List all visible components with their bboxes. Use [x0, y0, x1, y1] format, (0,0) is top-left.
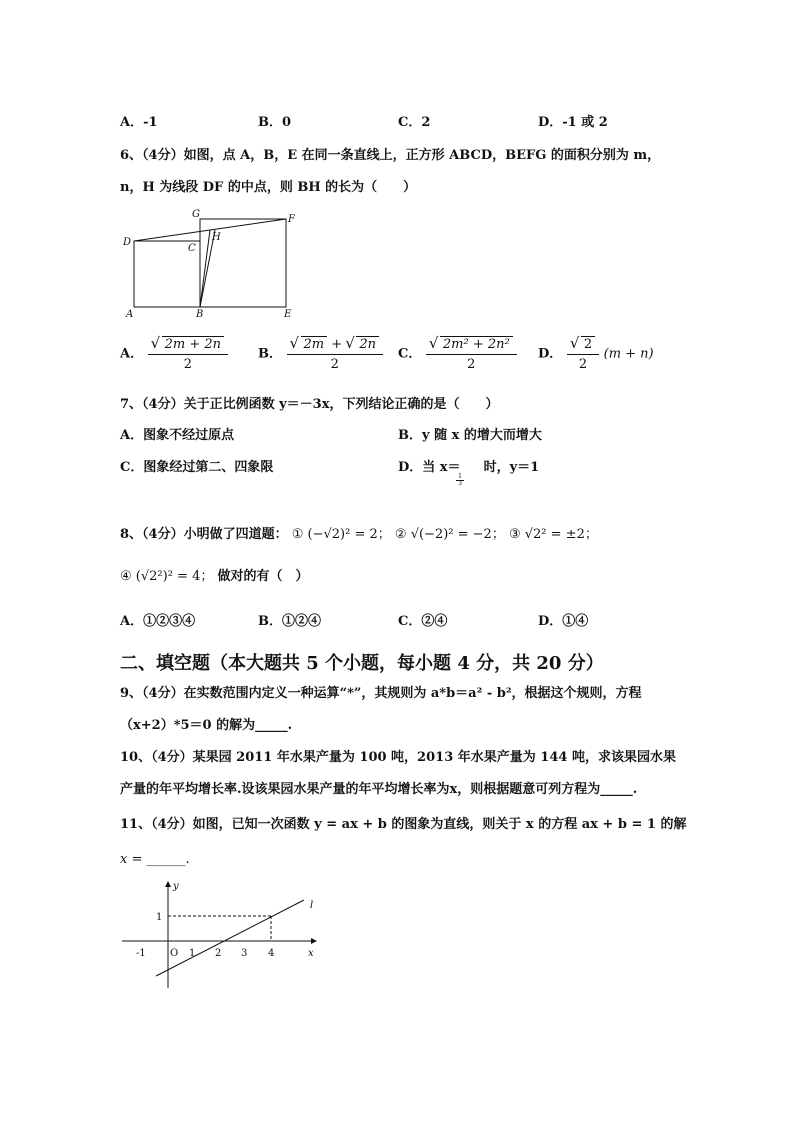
label-h: H — [212, 232, 221, 243]
q11-line1: 11、（4分）如图，已知一次函数 y = ax + b 的图象为直线，则关于 x 的方程 ax + b = 1 的解 — [120, 817, 687, 832]
q11-graph — [118, 878, 328, 998]
q6-option-c-fraction — [426, 336, 517, 372]
q10-line2: 产量的年平均增长率.设该果园水果产量的年平均增长率为x，则根据题意可列方程为_____. — [120, 782, 638, 797]
q6-stem-line2: n，H 为线段 DF 的中点，则 BH 的长为（ ） — [120, 180, 417, 195]
q6-option-a-numerator: √ 2m + 2n — [162, 336, 224, 352]
label-d: D — [123, 237, 132, 248]
segment-bh — [200, 230, 210, 307]
q6-option-d-numerator: √ 2 — [581, 336, 595, 352]
q8-item-1: ① (−√2)² = 2； — [291, 527, 391, 542]
tick-3: 3 — [241, 948, 248, 959]
q6-option-c-numerator: √ 2m² + 2n² — [440, 336, 513, 352]
section-2-heading: 二、填空题（本大题共 5 个小题，每小题 4 分，共 20 分） — [120, 653, 604, 674]
q6-option-d-tail: (m + n) — [603, 346, 654, 362]
q6-figure — [120, 205, 320, 320]
q7-option-b: B．y 随 x 的增大而增大 — [398, 428, 542, 443]
q7-stem: 7、（4分）关于正比例函数 y＝－3x，下列结论正确的是（ ） — [120, 397, 499, 412]
tick-4: 4 — [268, 948, 275, 959]
label-y: y — [173, 881, 179, 892]
q6-stem-line1: 6、（4分）如图，点 A，B，E 在同一条直线上，正方形 ABCD，BEFG 的面积分别为 m， — [120, 148, 661, 163]
label-origin: O — [170, 948, 179, 959]
q10-line1: 10、（4分）某果园 2011 年水果产量为 100 吨，2013 年水果产量为 144 吨，求该果园水果 — [120, 750, 676, 765]
q9-line2: （x+2）*5＝0 的解为_____. — [120, 718, 293, 733]
q7-option-a: A．图象不经过原点 — [120, 428, 235, 443]
q6-option-a-fraction — [148, 336, 228, 372]
q8-line1 — [120, 528, 598, 541]
q5-option-a: A．-1 — [120, 115, 158, 130]
q7-fraction-denominator: 3 — [458, 480, 462, 487]
q7-fraction-numerator: 1 — [456, 474, 464, 481]
q6-option-d-label: D． — [538, 346, 563, 362]
label-c: C — [188, 243, 196, 254]
q6-option-b-denominator: 2 — [330, 357, 339, 372]
q6-option-b-plus: + — [331, 337, 343, 352]
q5-option-b: B．0 — [258, 115, 292, 130]
q11-line2: x = ______. — [120, 852, 190, 867]
q6-option-a — [120, 336, 228, 372]
tick-2: 2 — [215, 948, 222, 959]
label-y-1: 1 — [156, 912, 163, 923]
q6-option-d-denominator: 2 — [578, 357, 588, 372]
q6-option-a-denominator: 2 — [183, 357, 192, 372]
q7-option-c: C．图象经过第二、四象限 — [120, 460, 274, 475]
q5-option-c: C．2 — [398, 115, 431, 130]
q6-option-d-fraction — [567, 336, 599, 372]
q9-line1: 9、（4分）在实数范围内定义一种运算“*”，其规则为 a*b＝a² - b²，根据这个规则，方程 — [120, 686, 642, 701]
q6-option-b — [258, 336, 383, 372]
q6-option-b-numerator-1: √ 2m — [301, 336, 328, 352]
q8-line2 — [120, 570, 309, 583]
label-x: x — [308, 948, 314, 959]
q8-option-c: C．②④ — [398, 614, 448, 629]
q6-option-a-label: A． — [120, 346, 144, 362]
label-e: E — [284, 309, 292, 320]
q7-option-d-fraction — [456, 474, 464, 487]
q7-option-d — [398, 461, 539, 474]
label-a: A — [126, 309, 134, 320]
q8-option-b: B．①②④ — [258, 614, 321, 629]
q6-option-c-denominator: 2 — [467, 357, 476, 372]
q6-option-c-label: C． — [398, 346, 422, 362]
q8-item-4: ④ (√2²)² = 4； — [120, 569, 214, 584]
q8-item-2: ② √(−2)² = −2； — [394, 527, 505, 542]
q5-option-d: D．-1 或 2 — [538, 115, 608, 130]
tick-neg1: -1 — [136, 948, 146, 959]
q8-item-3: ③ √2² = ±2； — [508, 527, 598, 542]
line-l — [156, 900, 304, 976]
q6-option-c — [398, 336, 517, 372]
q7-option-d-post: 时，y＝1 — [483, 460, 540, 475]
q6-option-b-label: B． — [258, 346, 282, 362]
q8-option-a: A．①②③④ — [120, 614, 196, 629]
label-b: B — [196, 309, 204, 320]
q6-option-b-numerator-2: √ 2n — [356, 336, 379, 352]
label-g: G — [192, 209, 200, 220]
label-f: F — [288, 214, 295, 225]
q6-option-d — [538, 336, 654, 372]
tick-1: 1 — [189, 948, 196, 959]
label-l: l — [310, 900, 314, 911]
q8-option-d: D．①④ — [538, 614, 589, 629]
q8-stem-pre: 8、（4分）小明做了四道题： — [120, 527, 288, 542]
q8-stem-post: 做对的有（ ） — [217, 569, 309, 584]
q6-option-b-fraction — [287, 336, 383, 372]
q7-option-d-pre: D．当 x＝ — [398, 460, 461, 475]
